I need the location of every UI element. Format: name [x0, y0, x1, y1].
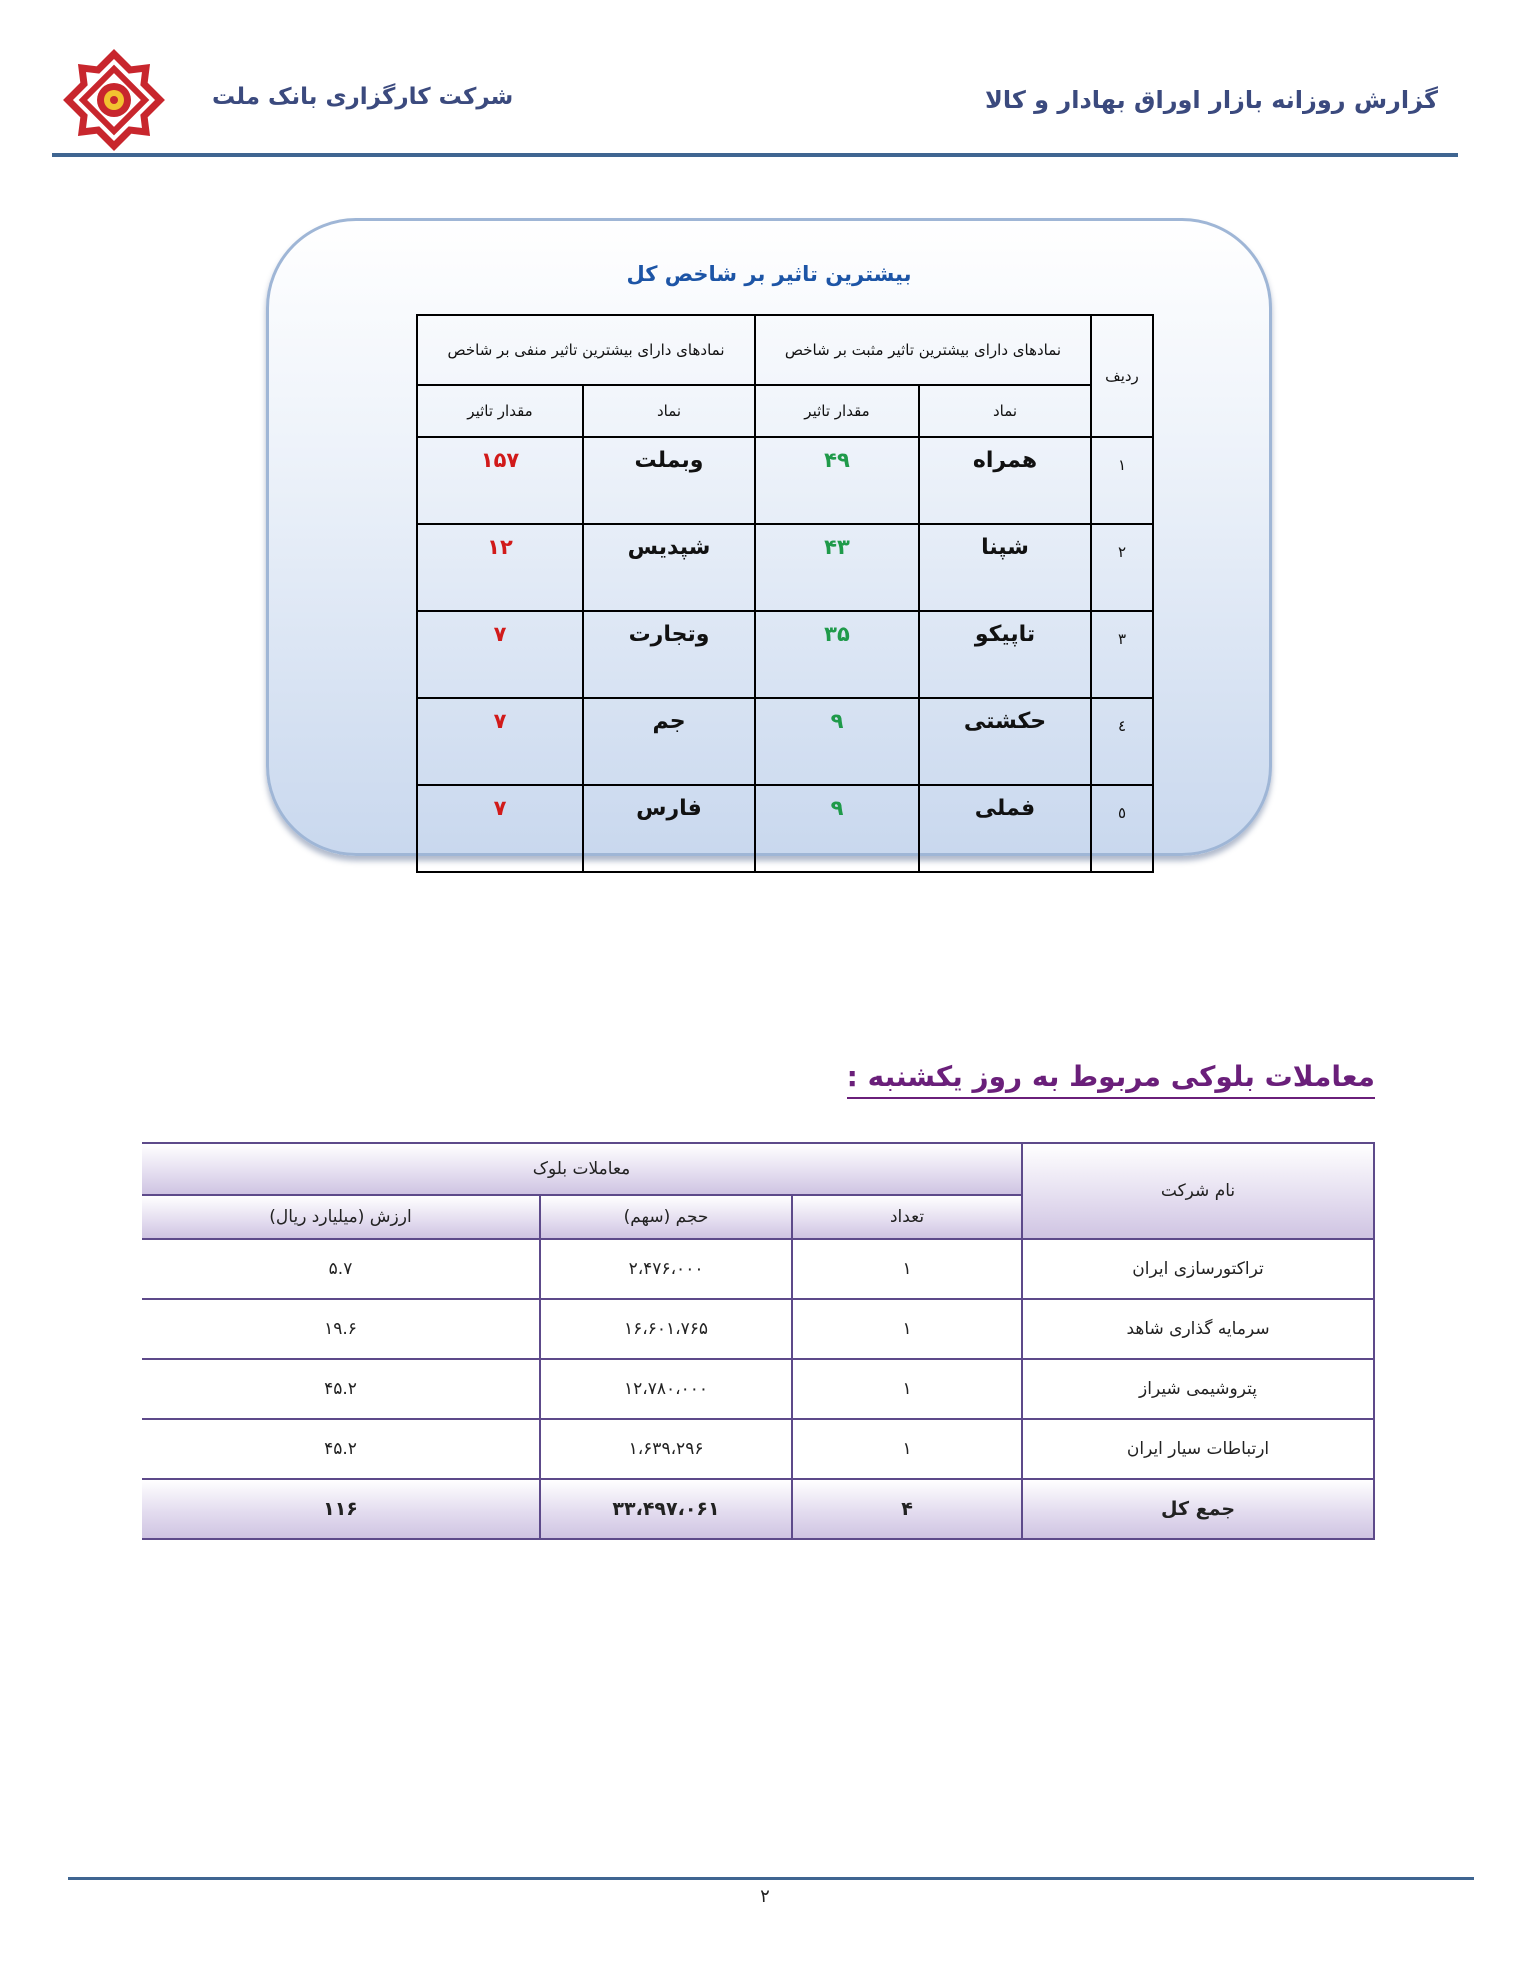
negative-amount: ۱۲ [417, 524, 583, 611]
company-name-header: نام شرکت [1022, 1143, 1374, 1239]
impact-row [417, 698, 1153, 785]
count-cell: ۱ [792, 1299, 1022, 1359]
volume-cell: ۱۶،۶۰۱،۷۶۵ [540, 1299, 792, 1359]
row-number: ٥ [1091, 785, 1153, 872]
footer-divider [68, 1877, 1474, 1880]
block-trades-title: معاملات بلوکی مربوط به روز یکشنبه : [847, 1060, 1375, 1099]
table-row [142, 1239, 1374, 1299]
total-row [142, 1479, 1374, 1539]
positive-amount: ۴۳ [755, 524, 919, 611]
positive-amount: ۹ [755, 785, 919, 872]
table-row [142, 1419, 1374, 1479]
negative-amount: ۷ [417, 611, 583, 698]
positive-amount: ۹ [755, 698, 919, 785]
company-cell: سرمایه گذاری شاهد [1022, 1299, 1374, 1359]
volume-cell: ۲،۴۷۶،۰۰۰ [540, 1239, 792, 1299]
count-cell: ۱ [792, 1419, 1022, 1479]
value-cell: ۵.۷ [142, 1239, 540, 1299]
row-number: ۱ [1091, 437, 1153, 524]
negative-symbol: شپدیس [583, 524, 755, 611]
positive-symbol: فملی [919, 785, 1091, 872]
impact-title: بیشترین تاثیر بر شاخص کل [626, 262, 912, 286]
table-row [142, 1299, 1374, 1359]
negative-symbol: وتجارت [583, 611, 755, 698]
volume-header: حجم (سهم) [540, 1195, 792, 1239]
value-cell: ۴۵.۲ [142, 1419, 540, 1479]
header-divider [52, 153, 1458, 157]
row-number: ٤ [1091, 698, 1153, 785]
total-value: ۱۱۶ [142, 1479, 540, 1539]
bank-mellat-logo [62, 48, 166, 152]
row-number-header: ردیف [1091, 315, 1153, 437]
positive-amount: ۴۹ [755, 437, 919, 524]
negative-symbol: وبملت [583, 437, 755, 524]
positive-symbol: حکشتی [919, 698, 1091, 785]
negative-impact-header: نمادهای دارای بیشترین تاثیر منفی بر شاخص [417, 315, 755, 385]
table-row [142, 1359, 1374, 1419]
positive-amount: ۳۵ [755, 611, 919, 698]
total-label: جمع کل [1022, 1479, 1374, 1539]
value-cell: ۱۹.۶ [142, 1299, 540, 1359]
positive-impact-header: نمادهای دارای بیشترین تاثیر مثبت بر شاخص [755, 315, 1091, 385]
positive-symbol-header: نماد [919, 385, 1091, 437]
impact-row [417, 524, 1153, 611]
volume-cell: ۱۲،۷۸۰،۰۰۰ [540, 1359, 792, 1419]
positive-symbol: همراه [919, 437, 1091, 524]
negative-amount: ۷ [417, 785, 583, 872]
volume-cell: ۱،۶۳۹،۲۹۶ [540, 1419, 792, 1479]
block-trades-group-header: معاملات بلوک [142, 1143, 1022, 1195]
row-number: ۳ [1091, 611, 1153, 698]
company-cell: ارتباطات سیار ایران [1022, 1419, 1374, 1479]
company-cell: پتروشیمی شیراز [1022, 1359, 1374, 1419]
positive-symbol: تاپیکو [919, 611, 1091, 698]
block-trades-table [142, 1142, 1375, 1540]
value-cell: ۴۵.۲ [142, 1359, 540, 1419]
row-number: ۲ [1091, 524, 1153, 611]
positive-symbol: شپنا [919, 524, 1091, 611]
impact-table [416, 314, 1154, 873]
impact-row [417, 785, 1153, 872]
total-count: ۴ [792, 1479, 1022, 1539]
value-header: ارزش (میلیارد ریال) [142, 1195, 540, 1239]
report-title: گزارش روزانه بازار اوراق بهادار و کالا [984, 86, 1438, 114]
positive-amount-header: مقدار تاثیر [755, 385, 919, 437]
negative-amount: ۷ [417, 698, 583, 785]
negative-symbol: جم [583, 698, 755, 785]
total-volume: ۳۳،۴۹۷،۰۶۱ [540, 1479, 792, 1539]
count-header: تعداد [792, 1195, 1022, 1239]
impact-row [417, 437, 1153, 524]
company-cell: تراکتورسازی ایران [1022, 1239, 1374, 1299]
count-cell: ۱ [792, 1359, 1022, 1419]
count-cell: ۱ [792, 1239, 1022, 1299]
negative-amount-header: مقدار تاثیر [417, 385, 583, 437]
page-number: ۲ [760, 1886, 770, 1907]
negative-amount: ۱۵۷ [417, 437, 583, 524]
negative-symbol: فارس [583, 785, 755, 872]
negative-symbol-header: نماد [583, 385, 755, 437]
impact-row [417, 611, 1153, 698]
company-name: شرکت کارگزاری بانک ملت [212, 84, 514, 110]
